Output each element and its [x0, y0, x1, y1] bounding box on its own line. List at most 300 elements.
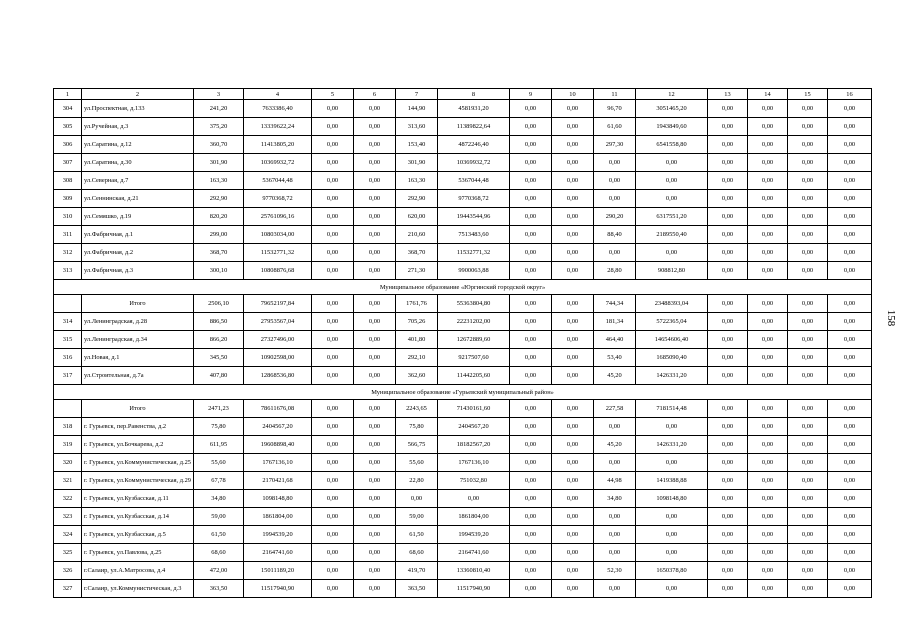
column-number: 14 — [748, 89, 788, 100]
value-cell: 0,00 — [828, 367, 872, 385]
row-number: 304 — [54, 100, 82, 118]
value-cell: 886,50 — [194, 313, 244, 331]
value-cell: 0,00 — [510, 172, 552, 190]
address-cell: ул.Сеннинская, д.21 — [82, 190, 194, 208]
value-cell: 0,00 — [312, 154, 354, 172]
row-number: 315 — [54, 331, 82, 349]
value-cell: 0,00 — [552, 544, 594, 562]
value-cell: 0,00 — [312, 190, 354, 208]
value-cell: 0,00 — [312, 172, 354, 190]
value-cell: 88,40 — [594, 226, 636, 244]
value-cell: 45,20 — [594, 436, 636, 454]
table-row — [54, 490, 872, 508]
value-cell: 1767136,10 — [244, 454, 312, 472]
row-number: 318 — [54, 418, 82, 436]
value-cell: 7513483,60 — [438, 226, 510, 244]
value-cell: 0,00 — [354, 295, 396, 313]
value-cell: 2471,23 — [194, 400, 244, 418]
value-cell: 0,00 — [708, 313, 748, 331]
value-cell: 0,00 — [312, 400, 354, 418]
value-cell: 23488393,04 — [636, 295, 708, 313]
value-cell: 153,40 — [396, 136, 438, 154]
value-cell: 6541558,80 — [636, 136, 708, 154]
value-cell: 0,00 — [354, 190, 396, 208]
value-cell: 0,00 — [708, 208, 748, 226]
value-cell: 0,00 — [748, 367, 788, 385]
value-cell: 292,90 — [396, 190, 438, 208]
value-cell: 820,20 — [194, 208, 244, 226]
value-cell: 0,00 — [354, 418, 396, 436]
value-cell: 0,00 — [708, 118, 748, 136]
value-cell: 25761096,16 — [244, 208, 312, 226]
value-cell: 0,00 — [788, 226, 828, 244]
value-cell: 0,00 — [828, 154, 872, 172]
value-cell: 0,00 — [552, 367, 594, 385]
value-cell: 210,60 — [396, 226, 438, 244]
table-row — [54, 172, 872, 190]
address-cell: ул.Саратина, д.12 — [82, 136, 194, 154]
value-cell: 0,00 — [636, 190, 708, 208]
table-row — [54, 154, 872, 172]
value-cell: 2506,10 — [194, 295, 244, 313]
value-cell: 68,60 — [194, 544, 244, 562]
value-cell: 19443544,96 — [438, 208, 510, 226]
value-cell: 271,30 — [396, 262, 438, 280]
address-cell: ул.Семяшко, д.19 — [82, 208, 194, 226]
value-cell: 0,00 — [552, 295, 594, 313]
address-cell: ул.Фабричная, д.1 — [82, 226, 194, 244]
value-cell: 0,00 — [748, 118, 788, 136]
value-cell: 0,00 — [312, 226, 354, 244]
value-cell: 0,00 — [788, 190, 828, 208]
value-cell: 0,00 — [708, 436, 748, 454]
value-cell: 10803034,00 — [244, 226, 312, 244]
value-cell: 0,00 — [828, 226, 872, 244]
value-cell: 0,00 — [552, 331, 594, 349]
address-cell: ул.Фабричная, д.2 — [82, 244, 194, 262]
value-cell: 0,00 — [748, 400, 788, 418]
value-cell: 71430161,60 — [438, 400, 510, 418]
value-cell: 0,00 — [708, 349, 748, 367]
value-cell: 96,70 — [594, 100, 636, 118]
value-cell: 0,00 — [552, 226, 594, 244]
value-cell: 5722365,04 — [636, 313, 708, 331]
value-cell: 11532771,32 — [244, 244, 312, 262]
address-cell: ул.Ленинградская, д.34 — [82, 331, 194, 349]
column-number: 8 — [438, 89, 510, 100]
value-cell: 292,10 — [396, 349, 438, 367]
value-cell: 0,00 — [828, 526, 872, 544]
value-cell: 0,00 — [828, 436, 872, 454]
value-cell: 0,00 — [748, 508, 788, 526]
value-cell: 0,00 — [354, 436, 396, 454]
row-number: 319 — [54, 436, 82, 454]
value-cell: 0,00 — [510, 262, 552, 280]
value-cell: 0,00 — [552, 313, 594, 331]
value-cell: 363,50 — [396, 580, 438, 598]
value-cell: 0,00 — [748, 208, 788, 226]
value-cell: 34,80 — [594, 490, 636, 508]
column-number: 15 — [788, 89, 828, 100]
value-cell: 0,00 — [828, 418, 872, 436]
table-row — [54, 508, 872, 526]
value-cell: 27953567,04 — [244, 313, 312, 331]
value-cell: 0,00 — [708, 190, 748, 208]
value-cell: 0,00 — [708, 544, 748, 562]
value-cell: 0,00 — [312, 526, 354, 544]
value-cell: 0,00 — [354, 208, 396, 226]
value-cell: 0,00 — [510, 472, 552, 490]
value-cell: 0,00 — [636, 172, 708, 190]
value-cell: 1994539,20 — [438, 526, 510, 544]
row-number: 323 — [54, 508, 82, 526]
value-cell: 61,50 — [194, 526, 244, 544]
value-cell: 5367044,48 — [244, 172, 312, 190]
address-cell: ул.Строительная, д.7а — [82, 367, 194, 385]
value-cell: 1994539,20 — [244, 526, 312, 544]
value-cell: 0,00 — [708, 490, 748, 508]
column-number: 16 — [828, 89, 872, 100]
value-cell: 0,00 — [788, 100, 828, 118]
value-cell: 0,00 — [552, 244, 594, 262]
table-row — [54, 418, 872, 436]
value-cell: 0,00 — [636, 580, 708, 598]
address-cell: г. Гурьевск, ул.Павлова, д.25 — [82, 544, 194, 562]
value-cell: 0,00 — [552, 562, 594, 580]
column-number: 7 — [396, 89, 438, 100]
address-cell: ул.Ленинградская, д.28 — [82, 313, 194, 331]
value-cell: 0,00 — [708, 526, 748, 544]
value-cell: 0,00 — [708, 367, 748, 385]
value-cell: 2404567,20 — [244, 418, 312, 436]
column-number: 5 — [312, 89, 354, 100]
address-cell: г. Гурьевск, пер.Равенства, д.2 — [82, 418, 194, 436]
value-cell: 292,90 — [194, 190, 244, 208]
value-cell: 1426331,20 — [636, 367, 708, 385]
municipality-name: Муниципальное образование «Юргинский городской округ» — [54, 280, 872, 295]
value-cell: 0,00 — [552, 190, 594, 208]
value-cell: 78611676,08 — [244, 400, 312, 418]
value-cell: 11532771,32 — [438, 244, 510, 262]
value-cell: 0,00 — [552, 526, 594, 544]
value-cell: 11517940,90 — [438, 580, 510, 598]
value-cell: 0,00 — [788, 172, 828, 190]
value-cell: 3051465,20 — [636, 100, 708, 118]
value-cell: 0,00 — [788, 472, 828, 490]
row-number: 317 — [54, 367, 82, 385]
value-cell: 0,00 — [552, 136, 594, 154]
total-row — [54, 400, 872, 418]
value-cell: 55,60 — [396, 454, 438, 472]
value-cell: 908812,80 — [636, 262, 708, 280]
value-cell: 2243,65 — [396, 400, 438, 418]
value-cell: 1650378,80 — [636, 562, 708, 580]
table-row — [54, 262, 872, 280]
value-cell: 566,75 — [396, 436, 438, 454]
table-row — [54, 349, 872, 367]
value-cell: 7181514,48 — [636, 400, 708, 418]
value-cell: 0,00 — [510, 418, 552, 436]
value-cell: 1098148,80 — [636, 490, 708, 508]
value-cell: 0,00 — [354, 226, 396, 244]
value-cell: 55,60 — [194, 454, 244, 472]
value-cell: 0,00 — [312, 508, 354, 526]
value-cell: 0,00 — [552, 490, 594, 508]
value-cell: 620,00 — [396, 208, 438, 226]
housing-registry-table — [53, 88, 872, 598]
value-cell: 0,00 — [708, 154, 748, 172]
value-cell: 11413805,20 — [244, 136, 312, 154]
value-cell: 297,30 — [594, 136, 636, 154]
value-cell: 2170421,68 — [244, 472, 312, 490]
value-cell: 313,60 — [396, 118, 438, 136]
value-cell: 0,00 — [788, 208, 828, 226]
value-cell: 0,00 — [748, 226, 788, 244]
value-cell: 0,00 — [510, 331, 552, 349]
table-row — [54, 580, 872, 598]
value-cell: 0,00 — [354, 172, 396, 190]
value-cell: 472,00 — [194, 562, 244, 580]
value-cell: 866,20 — [194, 331, 244, 349]
column-number: 6 — [354, 89, 396, 100]
value-cell: 2189550,40 — [636, 226, 708, 244]
row-number — [54, 400, 82, 418]
value-cell: 61,50 — [396, 526, 438, 544]
address-cell: г. Гурьевск, ул.Коммунистическая, д.25 — [82, 454, 194, 472]
table-row — [54, 436, 872, 454]
value-cell: 45,20 — [594, 367, 636, 385]
value-cell: 0,00 — [828, 508, 872, 526]
value-cell: 0,00 — [510, 349, 552, 367]
value-cell: 0,00 — [354, 400, 396, 418]
value-cell: 0,00 — [748, 331, 788, 349]
value-cell: 0,00 — [312, 367, 354, 385]
value-cell: 0,00 — [788, 508, 828, 526]
value-cell: 0,00 — [354, 472, 396, 490]
value-cell: 0,00 — [594, 154, 636, 172]
value-cell: 751032,80 — [438, 472, 510, 490]
address-cell: ул.Фабричная, д.3 — [82, 262, 194, 280]
value-cell: 0,00 — [708, 400, 748, 418]
table-row — [54, 331, 872, 349]
value-cell: 1761,76 — [396, 295, 438, 313]
value-cell: 0,00 — [748, 262, 788, 280]
total-label: Итого — [82, 400, 194, 418]
value-cell: 22,80 — [396, 472, 438, 490]
table-row — [54, 472, 872, 490]
table-row — [54, 526, 872, 544]
value-cell: 1426331,20 — [636, 436, 708, 454]
value-cell: 0,00 — [594, 454, 636, 472]
value-cell: 7633386,40 — [244, 100, 312, 118]
table-row — [54, 100, 872, 118]
value-cell: 10369932,72 — [438, 154, 510, 172]
row-number: 324 — [54, 526, 82, 544]
column-number: 13 — [708, 89, 748, 100]
value-cell: 0,00 — [510, 490, 552, 508]
value-cell: 0,00 — [312, 349, 354, 367]
value-cell: 12868536,80 — [244, 367, 312, 385]
address-cell: г.Салаир, ул.Коммунистическая, д.3 — [82, 580, 194, 598]
value-cell: 0,00 — [510, 436, 552, 454]
value-cell: 0,00 — [510, 367, 552, 385]
address-cell: ул.Северная, д.7 — [82, 172, 194, 190]
value-cell: 10369932,72 — [244, 154, 312, 172]
row-number: 311 — [54, 226, 82, 244]
table-row — [54, 226, 872, 244]
value-cell: 0,00 — [312, 262, 354, 280]
value-cell: 75,80 — [396, 418, 438, 436]
table-row — [54, 208, 872, 226]
value-cell: 705,26 — [396, 313, 438, 331]
value-cell: 0,00 — [636, 154, 708, 172]
column-number: 4 — [244, 89, 312, 100]
value-cell: 0,00 — [708, 562, 748, 580]
value-cell: 0,00 — [552, 472, 594, 490]
value-cell: 0,00 — [354, 118, 396, 136]
value-cell: 375,20 — [194, 118, 244, 136]
value-cell: 0,00 — [828, 544, 872, 562]
value-cell: 299,00 — [194, 226, 244, 244]
value-cell: 0,00 — [594, 172, 636, 190]
value-cell: 0,00 — [828, 562, 872, 580]
value-cell: 0,00 — [312, 313, 354, 331]
value-cell: 13339622,24 — [244, 118, 312, 136]
address-cell: г. Гурьевск, ул.Коммунистическая, д.29 — [82, 472, 194, 490]
value-cell: 68,60 — [396, 544, 438, 562]
value-cell: 0,00 — [788, 118, 828, 136]
value-cell: 79652197,84 — [244, 295, 312, 313]
value-cell: 0,00 — [636, 508, 708, 526]
value-cell: 0,00 — [312, 436, 354, 454]
value-cell: 419,70 — [396, 562, 438, 580]
value-cell: 0,00 — [708, 100, 748, 118]
value-cell: 0,00 — [708, 472, 748, 490]
value-cell: 227,58 — [594, 400, 636, 418]
value-cell: 0,00 — [788, 580, 828, 598]
value-cell: 0,00 — [552, 349, 594, 367]
total-row — [54, 295, 872, 313]
value-cell: 0,00 — [354, 367, 396, 385]
value-cell: 19608898,40 — [244, 436, 312, 454]
value-cell: 0,00 — [312, 490, 354, 508]
value-cell: 0,00 — [788, 154, 828, 172]
value-cell: 0,00 — [510, 295, 552, 313]
address-cell: ул.Проспектная, д.133 — [82, 100, 194, 118]
value-cell: 0,00 — [828, 136, 872, 154]
value-cell: 0,00 — [788, 436, 828, 454]
row-number: 327 — [54, 580, 82, 598]
column-number: 11 — [594, 89, 636, 100]
value-cell: 0,00 — [748, 154, 788, 172]
value-cell: 241,20 — [194, 100, 244, 118]
value-cell: 0,00 — [510, 526, 552, 544]
value-cell: 0,00 — [748, 136, 788, 154]
value-cell: 0,00 — [748, 490, 788, 508]
value-cell: 9770368,72 — [438, 190, 510, 208]
value-cell: 1685090,40 — [636, 349, 708, 367]
value-cell: 301,90 — [194, 154, 244, 172]
value-cell: 2164741,60 — [244, 544, 312, 562]
value-cell: 2164741,60 — [438, 544, 510, 562]
value-cell: 0,00 — [748, 313, 788, 331]
value-cell: 0,00 — [708, 580, 748, 598]
total-label: Итого — [82, 295, 194, 313]
value-cell: 0,00 — [510, 313, 552, 331]
table-row — [54, 313, 872, 331]
value-cell: 0,00 — [510, 244, 552, 262]
value-cell: 0,00 — [748, 172, 788, 190]
address-cell: г. Гурьевск, ул.Кузбасская, д.14 — [82, 508, 194, 526]
value-cell: 0,00 — [312, 118, 354, 136]
value-cell: 0,00 — [636, 454, 708, 472]
value-cell: 18182567,20 — [438, 436, 510, 454]
value-cell: 1861804,00 — [438, 508, 510, 526]
value-cell: 1861804,00 — [244, 508, 312, 526]
value-cell: 0,00 — [828, 490, 872, 508]
value-cell: 0,00 — [748, 418, 788, 436]
value-cell: 368,70 — [194, 244, 244, 262]
address-cell: г.Салаир, ул.А.Матросова, д.4 — [82, 562, 194, 580]
value-cell: 0,00 — [552, 400, 594, 418]
value-cell: 163,30 — [396, 172, 438, 190]
value-cell: 11517940,90 — [244, 580, 312, 598]
value-cell: 0,00 — [788, 418, 828, 436]
value-cell: 5367044,48 — [438, 172, 510, 190]
value-cell: 4872246,40 — [438, 136, 510, 154]
value-cell: 0,00 — [594, 244, 636, 262]
value-cell: 0,00 — [788, 313, 828, 331]
value-cell: 0,00 — [510, 154, 552, 172]
value-cell: 0,00 — [594, 544, 636, 562]
table-row — [54, 367, 872, 385]
value-cell: 0,00 — [748, 454, 788, 472]
row-number: 310 — [54, 208, 82, 226]
value-cell: 181,34 — [594, 313, 636, 331]
value-cell: 0,00 — [748, 526, 788, 544]
value-cell: 0,00 — [828, 580, 872, 598]
value-cell: 0,00 — [354, 100, 396, 118]
value-cell: 0,00 — [708, 454, 748, 472]
value-cell: 0,00 — [510, 208, 552, 226]
value-cell: 0,00 — [354, 580, 396, 598]
value-cell: 290,20 — [594, 208, 636, 226]
address-cell: ул.Новая, д.1 — [82, 349, 194, 367]
row-number: 312 — [54, 244, 82, 262]
column-number: 12 — [636, 89, 708, 100]
value-cell: 4581931,20 — [438, 100, 510, 118]
row-number: 320 — [54, 454, 82, 472]
value-cell: 163,30 — [194, 172, 244, 190]
municipality-section-row — [54, 280, 872, 295]
row-number: 307 — [54, 154, 82, 172]
value-cell: 0,00 — [312, 100, 354, 118]
table-row — [54, 118, 872, 136]
value-cell: 27327496,00 — [244, 331, 312, 349]
value-cell: 0,00 — [552, 580, 594, 598]
value-cell: 0,00 — [708, 136, 748, 154]
value-cell: 0,00 — [594, 508, 636, 526]
value-cell: 0,00 — [788, 244, 828, 262]
value-cell: 0,00 — [552, 154, 594, 172]
row-number: 306 — [54, 136, 82, 154]
value-cell: 75,80 — [194, 418, 244, 436]
table-row — [54, 454, 872, 472]
value-cell: 0,00 — [708, 262, 748, 280]
value-cell: 0,00 — [788, 454, 828, 472]
row-number: 321 — [54, 472, 82, 490]
value-cell: 0,00 — [828, 262, 872, 280]
